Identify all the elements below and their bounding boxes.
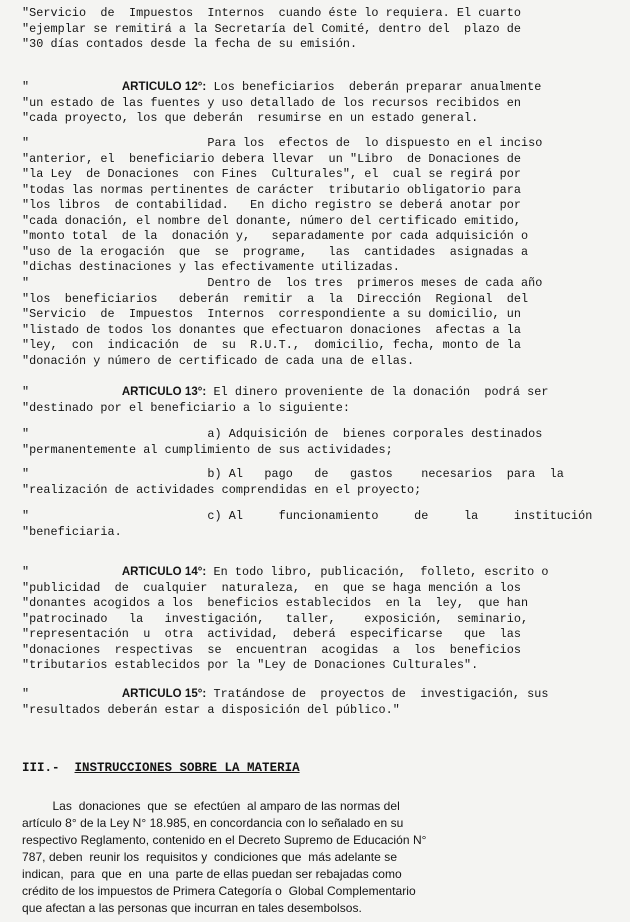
text-line: "cada proyecto, los que deberán resumirse en un estado general. — [22, 111, 479, 125]
paragraph-instructions — [22, 798, 612, 917]
text-line: "beneficiaria. — [22, 524, 122, 539]
article-text: El dinero proveniente de la donación podrá ser — [206, 385, 549, 399]
text-line: "cada donación, el nombre del donante, número del certificado emitido, — [22, 213, 522, 228]
article-text: Tratándose de proyectos de investigación, sus — [206, 687, 549, 701]
article-text: En todo libro, publicación, folleto, escrito o — [206, 565, 549, 579]
article-label: ARTICULO 12°: — [121, 81, 207, 93]
text-line: "la Ley de Donaciones con Fines Culturales", el cual se regirá por — [22, 167, 522, 181]
text-line: "monto total de la donación y, separadamente por cada adquisición o — [22, 229, 529, 243]
text-line: "resultados deberán estar a disposición del público." — [22, 702, 400, 717]
article-15 — [22, 687, 612, 718]
text-line: "dichas destinaciones y las efectivamente utilizadas. — [22, 260, 400, 274]
article-heading-line — [22, 565, 612, 581]
text-line: "ejemplar se remitirá a la Secretaría del Comité, dentro del plazo de — [22, 21, 522, 36]
indent — [29, 80, 122, 94]
article-label: ARTICULO 13°: — [121, 386, 207, 398]
article-13 — [22, 385, 612, 416]
article-label: ARTICULO 14°: — [121, 566, 207, 578]
text-line: " Para los efectos de lo dispuesto en el inciso — [22, 136, 543, 150]
text-line: "patrocinado la investigación, taller, exposición, seminario, — [22, 611, 529, 626]
paragraph-registry — [22, 136, 612, 276]
text-line: "publicidad de cualquier naturaleza, en que se haga mención a los — [22, 580, 522, 595]
text-line: " a) Adquisición de bienes corporales destinados — [22, 427, 543, 441]
text-line: "donaciones respectivas se encuentran acogidas a los beneficios — [22, 642, 522, 657]
text-line: " b) Al pago de gastos necesarios para la — [22, 467, 564, 481]
text-line: Las donaciones que se efectúen al amparo de las normas del — [22, 799, 400, 813]
section-gap — [60, 761, 75, 775]
text-line: "donantes acogidos a los beneficios establecidos en la ley, que han — [22, 596, 529, 610]
text-line: respectivo Reglamento, contenido en el Decreto Supremo de Educación N° — [22, 833, 427, 847]
text-line: "uso de la erogación que se programe, las cantidades asignadas a — [22, 244, 529, 259]
article-14 — [22, 565, 612, 674]
text-line: "listado de todos los donantes que efectuaron donaciones afectas a la — [22, 322, 522, 337]
article-12 — [22, 80, 612, 127]
text-line: "los beneficiarios deberán remitir a la Dirección Regional del — [22, 291, 529, 306]
text-line: "ley, con indicación de su R.U.T., domicilio, fecha, monto de la — [22, 338, 522, 352]
text-line: "representación u otra actividad, deberá especificarse que las — [22, 627, 522, 641]
text-line: "los libros de contabilidad. En dicho registro se deberá anotar por — [22, 198, 522, 212]
text-line: indican, para que en una parte de ellas puedan ser rebajadas como — [22, 867, 402, 881]
section-heading — [22, 760, 300, 776]
list-item-c — [22, 509, 612, 540]
article-heading-line — [22, 80, 612, 96]
text-line: "Servicio de Impuestos Internos cuando éste lo requiera. El cuarto — [22, 6, 522, 20]
article-label: ARTICULO 15°: — [121, 688, 207, 700]
section-number: III.- — [22, 761, 60, 775]
text-line: "destinado por el beneficiario a lo siguiente: — [22, 400, 350, 415]
text-line: que afectan a las personas que incurran en tales desembolsos. — [22, 901, 362, 915]
paragraph-continuation — [22, 6, 612, 53]
indent — [29, 385, 122, 399]
text-line: " Dentro de los tres primeros meses de cada año — [22, 276, 543, 290]
quote-mark: " — [22, 565, 30, 579]
indent — [29, 565, 122, 579]
text-line: crédito de los impuestos de Primera Categoría o Global Complementario — [22, 884, 416, 898]
quote-mark: " — [22, 80, 30, 94]
list-item-b — [22, 467, 612, 498]
text-line: "donación y número de certificado de cada una de ellas. — [22, 353, 415, 368]
indent — [29, 687, 122, 701]
text-line: " c) Al funcionamiento de la institución — [22, 509, 593, 523]
text-line: 787, deben reunir los requisitos y condiciones que más adelante se — [22, 850, 398, 864]
text-line: artículo 8° de la Ley N° 18.985, en concordancia con lo señalado en su — [22, 816, 404, 830]
text-line: "tributarios establecidos por la "Ley de Donaciones Culturales". — [22, 658, 479, 672]
list-item-a — [22, 427, 612, 458]
article-heading-line — [22, 385, 612, 401]
text-line: "realización de actividades comprendidas en el proyecto; — [22, 482, 422, 497]
text-line: "todas las normas pertinentes de carácter tributario obligatorio para — [22, 182, 522, 197]
article-text: Los beneficiarios deberán preparar anualmente — [206, 80, 542, 94]
article-heading-line — [22, 687, 612, 703]
text-line: "permanentemente al cumplimiento de sus actividades; — [22, 442, 393, 457]
quote-mark: " — [22, 385, 30, 399]
section-title: INSTRUCCIONES SOBRE LA MATERIA — [74, 761, 300, 775]
text-line: "un estado de las fuentes y uso detallado de los recursos recibidos en — [22, 95, 522, 110]
text-line: "30 días contados desde la fecha de su emisión. — [22, 37, 358, 51]
text-line: "Servicio de Impuestos Internos correspondiente a su domicilio, un — [22, 307, 522, 321]
paragraph-donor-list — [22, 276, 612, 369]
quote-mark: " — [22, 687, 30, 701]
text-line: "anterior, el beneficiario debera llevar un "Libro de Donaciones de — [22, 151, 522, 166]
